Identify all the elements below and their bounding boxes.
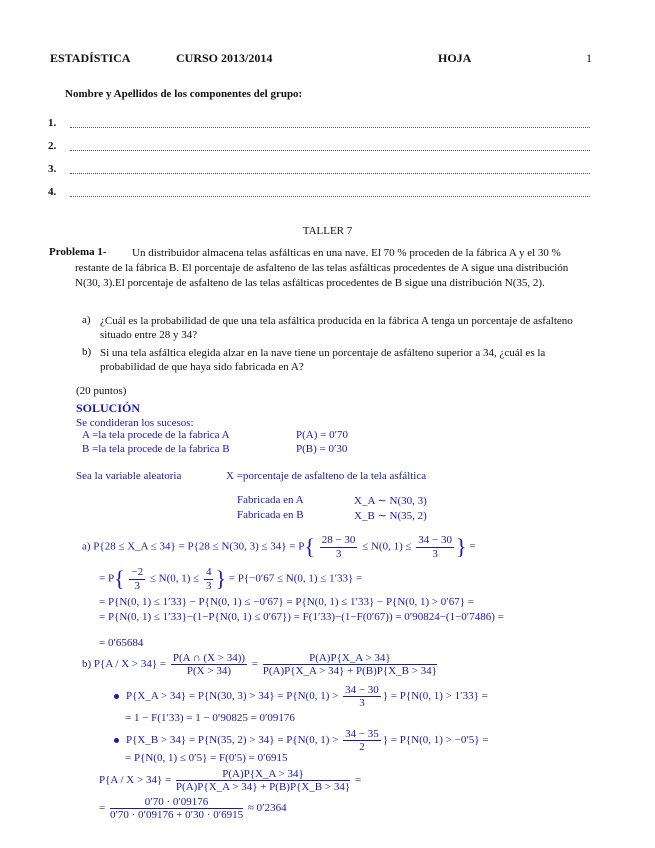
part-a-line-2: = P{ $\frac{-2}{3}$ ≤ N(0, 1) ≤ $\frac{4}{3}$ } = P{−0′67 ≤ N(0, 1) ≤ 1′33} = (99, 566, 363, 592)
name-line-number: 1. (48, 117, 57, 129)
course-label: CURSO 2013/2014 (176, 51, 273, 65)
points: (20 puntos) (76, 385, 127, 397)
question-label: a) (82, 314, 91, 326)
fraction: $\frac{P(A)P\{X\_A > 34\}}{P(A)P\{X\_A > 34\} + P(B)P\{X\_B > 34\}}$ (262, 652, 437, 678)
fraction: $\frac{4}{3}$ (205, 566, 212, 592)
bullet-2-line-1: P{X_B > 34} = P{N(35, 2) > 34} = P{N(0, 1) > $\frac{34 - 35}{2}$ } = P{N(0, 1) > −0′5} = (114, 728, 489, 753)
distribution-formula: X_A ∼ N(30, 3) (354, 495, 427, 507)
name-line-4[interactable] (70, 186, 590, 197)
part-a-lhs: P{28 ≤ X_A ≤ 34} = P{28 ≤ N(30, 3) ≤ 34} = P (93, 540, 305, 553)
fraction: $\frac{0'70 \cdot 0'09176}{0'70 \cdot 0'09176 + 0'30 \cdot 0'6915}$ (109, 796, 244, 822)
distribution-label: Fabricada en B (237, 509, 304, 521)
problem-label: Problema 1- (49, 246, 107, 258)
bullet-2-line-2: = P{N(0, 1) ≤ 0′5} = F(0′5) = 0′6915 (125, 752, 288, 764)
fraction: $\frac{P(A)P\{X\_A > 34\}}{P(A)P\{X\_A > 34\} + P(B)P\{X\_B > 34\}}$ (175, 768, 351, 794)
name-line-number: 2. (48, 140, 57, 152)
fraction: $\frac{34 - 30}{3}$ (345, 684, 379, 710)
part-a-result: = 0′65684 (99, 637, 144, 649)
page-number: 1 (586, 51, 592, 65)
problem-statement: Un distribuidor almacena telas asfálticas en una nave. El 70 % proceden de la fábrica A y el 30 % restante de la fábrica B. El porcentaje de asfalteno de las telas asfálticas procedentes de A sigue una distribución N(30, 3).El porcentaje de asfalteno de las telas asfálticas procedentes de B sigue una distribución N(35, 2). (75, 247, 569, 289)
event-probability: P(B) = 0′30 (296, 443, 348, 455)
fraction: $\frac{28 - 30}{3}$ (321, 534, 356, 560)
distribution-label: Fabricada en A (237, 494, 304, 506)
variable-label: Sea la variable aleatoria (76, 470, 182, 482)
name-line-number: 3. (48, 163, 57, 175)
events-intro: Se condideran los sucesos: (76, 417, 194, 429)
bullet-1-line-2: = 1 − F(1′33) = 1 − 0′90825 = 0′09176 (125, 712, 295, 724)
bullet-icon (114, 694, 119, 699)
part-a-line-3: = P{N(0, 1) ≤ 1′33} − P{N(0, 1) ≤ −0′67} = P{N(0, 1) ≤ 1′33} − P{N(0, 1) > 0′67} = (99, 596, 474, 608)
solution-title: SOLUCIÓN (76, 401, 141, 415)
bullet-1-line-1: P{X_A > 34} = P{N(30, 3) > 34} = P{N(0, 1) > $\frac{34 - 30}{3}$ } = P{N(0, 1) > 1′33} = (114, 684, 488, 709)
fraction: $\frac{34 - 30}{3}$ (418, 534, 452, 560)
part-a-line-4: = P{N(0, 1) ≤ 1′33}−(1−P{N(0, 1) ≤ 0′67}) = F(1′33)−(1−F(0′67)) = 0′90824−(1−0′7486) = (99, 611, 504, 623)
distribution-formula: X_B ∼ N(35, 2) (354, 510, 427, 522)
bullet-icon (114, 738, 119, 743)
name-line-2[interactable] (70, 140, 590, 151)
name-line-1[interactable] (70, 117, 590, 128)
event-definition: A =la tela procede de la fabrica A (82, 429, 230, 441)
event-probability: P(A) = 0′70 (296, 429, 348, 441)
name-line-3[interactable] (70, 163, 590, 174)
fraction: $\frac{34 - 35}{2}$ (345, 728, 379, 754)
part-a-label: a) (82, 540, 91, 553)
final-result: = $\frac{0'70 \cdot 0'09176}{0'70 \cdot 0'09176 + 0'30 \cdot 0'6915}$ ≈ 0′2364 (99, 796, 287, 822)
final-formula: P{A / X > 34} = $\frac{P(A)P\{X\_A > 34\}}{P(A)P\{X\_A > 34\} + P(B)P\{X\_B > 34\}}$ = (99, 768, 362, 794)
question-text: Si una tela asfáltica elegida alzar en la nave tiene un porcentaje de asfálteno superior a 34, ¿cuál es la probabilidad de que haya sido fabricada en A? (100, 347, 546, 373)
question-label: b) (82, 346, 92, 358)
subject-label: ESTADÍSTICA (50, 51, 131, 65)
workshop-title: TALLER 7 (302, 225, 353, 237)
part-b-label: b) (82, 658, 92, 671)
part-b-line-1: b) P{A / X > 34} = $\frac{P(A \cap (X > 34))}{P(X > 34)}$ = $\frac{P(A)P\{X\_A > 34\}}{P(A)P\{X\_A > 34\} + P(B)P\{X\_B > 34\}}$ (82, 652, 437, 678)
question-text: ¿Cuál es la probabilidad de que una tela asfáltica producida en la fábrica A tenga un porcentaje de asfalteno situado entre 28 y 34? (100, 315, 573, 341)
event-definition: B =la tela procede de la fabrica B (82, 443, 230, 455)
variable-definition: X =porcentaje de asfalteno de la tela asfáltica (226, 470, 427, 482)
fraction: $\frac{P(A \cap (X > 34))}{P(X > 34)}$ (172, 652, 246, 678)
part-a-line-1: a) P{28 ≤ X_A ≤ 34} = P{28 ≤ N(30, 3) ≤ 34} = P{ $\frac{28 - 30}{3}$ ≤ N(0, 1) ≤ $\frac{34 - 30}{3}$ } = (82, 534, 476, 560)
fraction: $\frac{-2}{3}$ (131, 566, 144, 592)
sheet-label: HOJA (438, 51, 472, 65)
name-line-number: 4. (48, 186, 57, 198)
group-title: Nombre y Apellidos de los componentes del grupo: (65, 88, 303, 100)
